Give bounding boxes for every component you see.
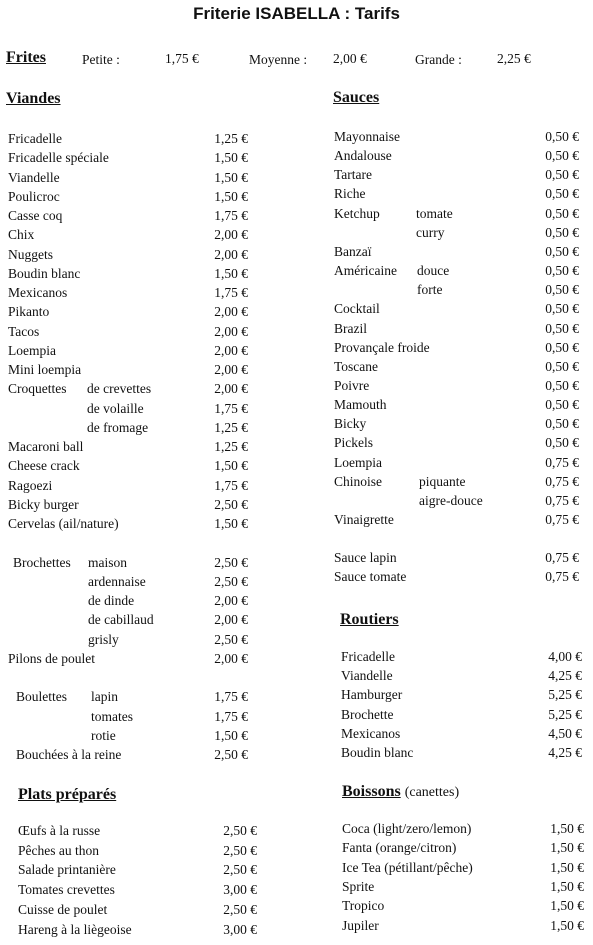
item-price: 2,50 €	[223, 842, 257, 858]
item-label: Fricadelle spéciale	[8, 150, 109, 166]
item-label: Cuisse de poulet	[18, 901, 108, 917]
item-price: 1,75 €	[214, 689, 248, 705]
item-price: 0,50 €	[545, 301, 579, 317]
item-label: Vinaigrette	[334, 512, 394, 527]
item-price: 2,50 €	[214, 573, 248, 589]
item-price: 1,50 €	[550, 878, 584, 894]
item-label: Loempia	[8, 342, 56, 358]
item-label: Chix	[8, 227, 35, 243]
item-price: 0,50 €	[545, 435, 579, 451]
item-price: 1,50 €	[214, 188, 248, 204]
item-label: Ragoezi	[8, 477, 53, 493]
item-price: 0,50 €	[545, 263, 579, 279]
item-price: 1,75 €	[214, 208, 248, 223]
item-price: 0,50 €	[545, 397, 579, 413]
item-label: Pêches au thon	[18, 842, 99, 858]
item-label: Boudin blanc	[8, 265, 81, 281]
item-label: Sauce tomate	[334, 569, 407, 585]
item-price: 2,00 €	[214, 323, 248, 339]
frites-size-price: 2,25 €	[497, 51, 531, 66]
item-label: Pikanto	[8, 304, 50, 320]
item-price: 2,00 €	[214, 304, 248, 320]
item-price: 1,50 €	[214, 516, 248, 531]
item-label: Salade printanière	[18, 862, 116, 878]
item-variant: de fromage	[87, 419, 149, 435]
item-label: Hamburger	[341, 687, 403, 703]
item-label: Provançale froide	[334, 339, 430, 355]
item-price: 2,00 €	[214, 650, 248, 666]
item-variant: de volaille	[87, 400, 144, 416]
page-title: Friterie ISABELLA : Tarifs	[193, 4, 400, 23]
item-price: 0,50 €	[545, 416, 579, 432]
item-price: 2,50 €	[223, 823, 257, 838]
item-label: Boudin blanc	[341, 745, 414, 760]
item-price: 2,50 €	[214, 747, 248, 762]
item-price: 4,50 €	[548, 725, 582, 741]
item-price: 1,75 €	[214, 400, 248, 416]
item-variant: maison	[88, 554, 127, 570]
item-price: 1,50 €	[550, 917, 584, 933]
item-label: Toscane	[334, 358, 379, 374]
item-label: Pilons de poulet	[8, 650, 95, 666]
item-price: 4,00 €	[548, 649, 582, 664]
item-label: Mayonnaise	[334, 129, 400, 144]
item-price: 0,75 €	[545, 512, 579, 527]
item-label: Nuggets	[8, 246, 53, 262]
item-price: 2,50 €	[223, 862, 257, 878]
item-label: Œufs à la russe	[18, 823, 101, 838]
item-label: Tomates crevettes	[18, 882, 115, 898]
item-price: 1,50 €	[214, 458, 248, 474]
item-variant: de crevettes	[87, 381, 152, 397]
item-price: 0,50 €	[545, 282, 579, 298]
item-price: 1,50 €	[214, 265, 248, 281]
item-price: 0,50 €	[545, 320, 579, 336]
item-label: Brazil	[334, 320, 367, 336]
item-price: 1,25 €	[214, 439, 248, 454]
item-label: Chinoise	[334, 473, 383, 489]
boissons-note: (canettes)	[404, 785, 460, 800]
item-label: Poivre	[334, 377, 370, 393]
item-label: Mamouth	[334, 397, 387, 413]
item-label: Poulicroc	[8, 188, 60, 204]
item-label: Croquettes	[8, 381, 67, 397]
item-label: Tropico	[342, 898, 385, 914]
item-label: Banzaï	[334, 243, 372, 259]
item-label: Casse coq	[8, 208, 63, 223]
item-variant: rotie	[91, 727, 116, 743]
item-price: 2,00 €	[214, 227, 248, 243]
boissons-heading-group	[342, 783, 459, 801]
item-price: 0,50 €	[545, 339, 579, 355]
item-label: Loempia	[334, 454, 382, 470]
item-label: Fricadelle	[8, 131, 62, 146]
item-price: 0,75 €	[545, 473, 579, 489]
frites-heading: Frites	[6, 49, 46, 66]
item-price: 1,50 €	[214, 150, 248, 166]
item-label: Andalouse	[334, 148, 392, 164]
item-label: Fricadelle	[341, 649, 395, 664]
item-price: 3,00 €	[223, 882, 257, 898]
item-price: 1,50 €	[550, 840, 584, 856]
frites-size-label: Moyenne :	[249, 52, 308, 67]
item-price: 1,75 €	[214, 477, 248, 493]
item-variant: aigre-douce	[419, 492, 483, 508]
item-label: Bicky	[334, 416, 367, 432]
item-label: Brochette	[341, 706, 394, 722]
item-label: Boulettes	[16, 689, 67, 705]
item-price: 0,75 €	[545, 492, 579, 508]
item-variant: grisly	[88, 631, 119, 647]
item-price: 0,75 €	[545, 569, 579, 585]
item-price: 1,50 €	[550, 821, 584, 836]
item-price: 1,50 €	[214, 169, 248, 185]
item-price: 0,50 €	[545, 224, 579, 240]
item-label: Cocktail	[334, 301, 380, 317]
item-price: 5,25 €	[548, 706, 582, 722]
item-price: 2,00 €	[214, 381, 248, 397]
item-variant: forte	[417, 282, 443, 298]
item-price: 1,50 €	[550, 859, 584, 875]
item-price: 1,25 €	[214, 419, 248, 435]
item-price: 0,50 €	[545, 148, 579, 164]
item-label: Mexicanos	[8, 285, 68, 300]
item-variant: tomates	[91, 708, 133, 724]
item-price: 1,50 €	[550, 898, 584, 914]
frites-size-label: Petite :	[82, 52, 120, 67]
item-label: Américaine	[334, 263, 397, 279]
item-variant: tomate	[416, 205, 453, 221]
item-label: Pickels	[334, 435, 373, 451]
item-price: 0,50 €	[545, 186, 579, 202]
item-label: Bicky burger	[8, 496, 79, 512]
item-price: 2,00 €	[214, 593, 248, 608]
item-price: 1,75 €	[214, 285, 248, 300]
item-price: 3,00 €	[223, 921, 257, 937]
item-price: 2,50 €	[223, 901, 257, 917]
item-variant: piquante	[419, 473, 466, 489]
item-price: 0,50 €	[545, 358, 579, 374]
viandes-heading: Viandes	[6, 90, 61, 107]
item-label: Macaroni ball	[8, 439, 84, 454]
item-label: Viandelle	[8, 169, 60, 185]
item-variant: de dinde	[88, 593, 135, 608]
item-price: 1,50 €	[214, 727, 248, 743]
item-price: 0,75 €	[545, 550, 579, 566]
item-label: Fanta (orange/citron)	[342, 840, 457, 856]
item-label: Cervelas (ail/nature)	[8, 516, 119, 531]
item-label: Brochettes	[13, 554, 71, 570]
item-variant: lapin	[91, 689, 118, 705]
item-price: 2,00 €	[214, 342, 248, 358]
item-price: 2,00 €	[214, 246, 248, 262]
item-price: 0,75 €	[545, 454, 579, 470]
item-price: 0,50 €	[545, 129, 579, 144]
item-label: Sauce lapin	[334, 550, 397, 566]
item-label: Mexicanos	[341, 725, 401, 741]
item-label: Tacos	[8, 323, 40, 339]
item-label: Jupiler	[342, 917, 379, 933]
plats-heading: Plats préparés	[18, 786, 117, 803]
item-label: Ketchup	[334, 205, 380, 221]
item-label: Coca (light/zero/lemon)	[342, 821, 472, 836]
item-price: 4,25 €	[548, 668, 582, 684]
frites-size-price: 2,00 €	[333, 51, 367, 66]
item-variant: de cabillaud	[88, 612, 154, 628]
item-label: Mini loempia	[8, 362, 82, 377]
frites-size-label: Grande :	[415, 52, 462, 67]
item-price: 2,50 €	[214, 631, 248, 647]
item-variant: ardennaise	[88, 573, 146, 589]
sauces-heading: Sauces	[333, 89, 380, 106]
item-price: 0,50 €	[545, 377, 579, 393]
item-variant: curry	[416, 224, 445, 240]
item-label: Sprite	[342, 878, 375, 894]
item-label: Ice Tea (pétillant/pêche)	[342, 859, 473, 875]
item-price: 1,75 €	[214, 708, 248, 724]
item-price: 2,00 €	[214, 612, 248, 628]
item-label: Riche	[334, 186, 366, 202]
boissons-heading: Boissons	[342, 783, 401, 800]
item-price: 0,50 €	[545, 167, 579, 183]
routiers-heading: Routiers	[340, 611, 399, 628]
item-price: 2,50 €	[214, 496, 248, 512]
frites-size-price: 1,75 €	[165, 51, 199, 66]
item-price: 4,25 €	[548, 745, 582, 760]
item-label: Tartare	[334, 167, 373, 183]
item-label: Bouchées à la reine	[16, 747, 122, 762]
item-price: 1,25 €	[214, 131, 248, 146]
item-label: Hareng à la liègeoise	[18, 921, 132, 937]
item-price: 5,25 €	[548, 687, 582, 703]
item-price: 2,50 €	[214, 554, 248, 570]
item-price: 0,50 €	[545, 243, 579, 259]
item-label: Viandelle	[341, 668, 393, 684]
item-price: 0,50 €	[545, 205, 579, 221]
item-variant: douce	[417, 263, 450, 279]
item-price: 2,00 €	[214, 362, 248, 377]
item-label: Cheese crack	[8, 458, 80, 474]
